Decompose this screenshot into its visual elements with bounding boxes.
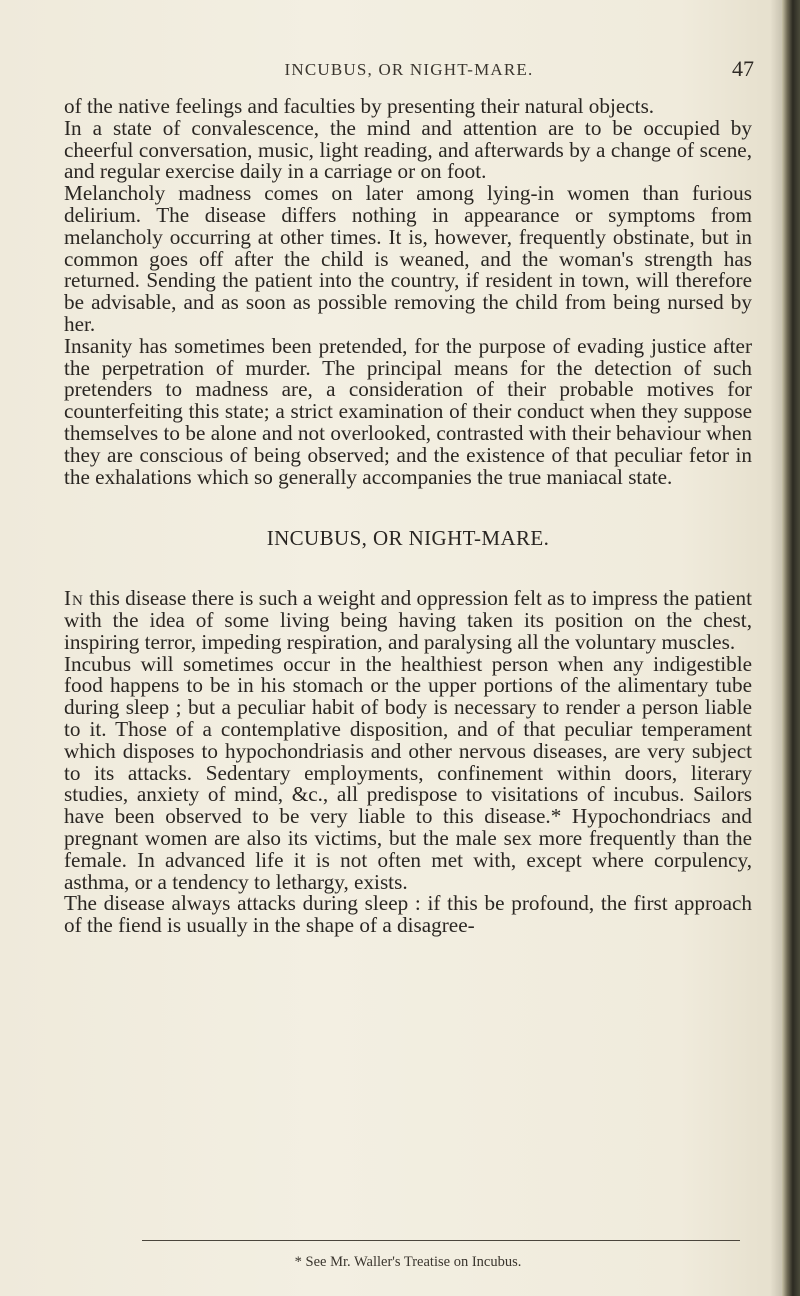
page-header [64, 56, 754, 90]
lead-word: In [64, 586, 84, 611]
page-edge-shadow [770, 0, 782, 1296]
paragraph: Melancholy madness comes on later among lying-in women than furious delirium. The disease differs nothing in appearance or symptoms from melancholy occurring at other times. It is, however, frequently obstinate, but in common goes off after the child is weaned, and the woman's strength has returned. Sending the patient into the country, if resident in town, will therefore be advisable, and as soon as possible removing the child from being nursed by her. [64, 181, 752, 336]
paragraph: Incubus will sometimes occur in the healthiest person when any indigestible food happens to be in his stomach or the upper portions of the alimentary tube during sleep ; but a peculiar habit of body is necessary to render a person liable to it. Those of a contemplative disposition, and of that peculiar temperament which disposes to hypochondriasis and other nervous diseases, are very subject to its attacks. Sedentary employments, confinement within doors, literary studies, anxiety of mind, &c., all predispose to visitations of incubus. Sailors have been observed to be very liable to this disease.* Hypochondriacs and pregnant women are also its victims, but the male sex more frequently than the female. In advanced life it is not often met with, except where corpulency, asthma, or a tendency to lethargy, exists. [64, 651, 752, 894]
paragraph: In a state of convalescence, the mind and attention are to be occupied by cheerful conversation, music, light reading, and afterwards by a change of scene, and regular exercise daily in a carriage or on foot. [64, 115, 752, 184]
footnote: * See Mr. Waller's Treatise on Incubus. [294, 1254, 522, 1270]
paragraph [64, 588, 752, 653]
body-text [64, 96, 752, 937]
footnote-divider [142, 1240, 740, 1241]
section-heading: INCUBUS, OR NIGHT-MARE. [266, 526, 550, 551]
paragraph: The disease always attacks during sleep : if this be profound, the first approach of the fiend is usually in the shape of a disagree- [64, 891, 752, 938]
page-binding-edge [782, 0, 800, 1296]
paragraph: Insanity has sometimes been pretended, for the purpose of evading justice after the perpetration of murder. The principal means for the detection of such pretenders to madness are, a consideration of their probable motives for counterfeiting this state; a strict examination of their conduct when they suppose themselves to be alone and not overlooked, contrasted with their behaviour when they are conscious of being observed; and the existence of that peculiar fetor in the exhalations which so generally accompanies the true maniacal state. [64, 333, 752, 489]
running-head: INCUBUS, OR NIGHT-MARE. [284, 60, 534, 79]
paragraph: of the native feelings and faculties by presenting their natural objects. [64, 94, 655, 118]
paragraph-text: this disease there is such a weight and oppression felt as to impress the patient with the idea of some living being having taken its position on the chest, inspiring terror, impeding respiration, and paralysing all the voluntary muscles. [64, 586, 752, 654]
page-number: 47 [732, 56, 754, 81]
